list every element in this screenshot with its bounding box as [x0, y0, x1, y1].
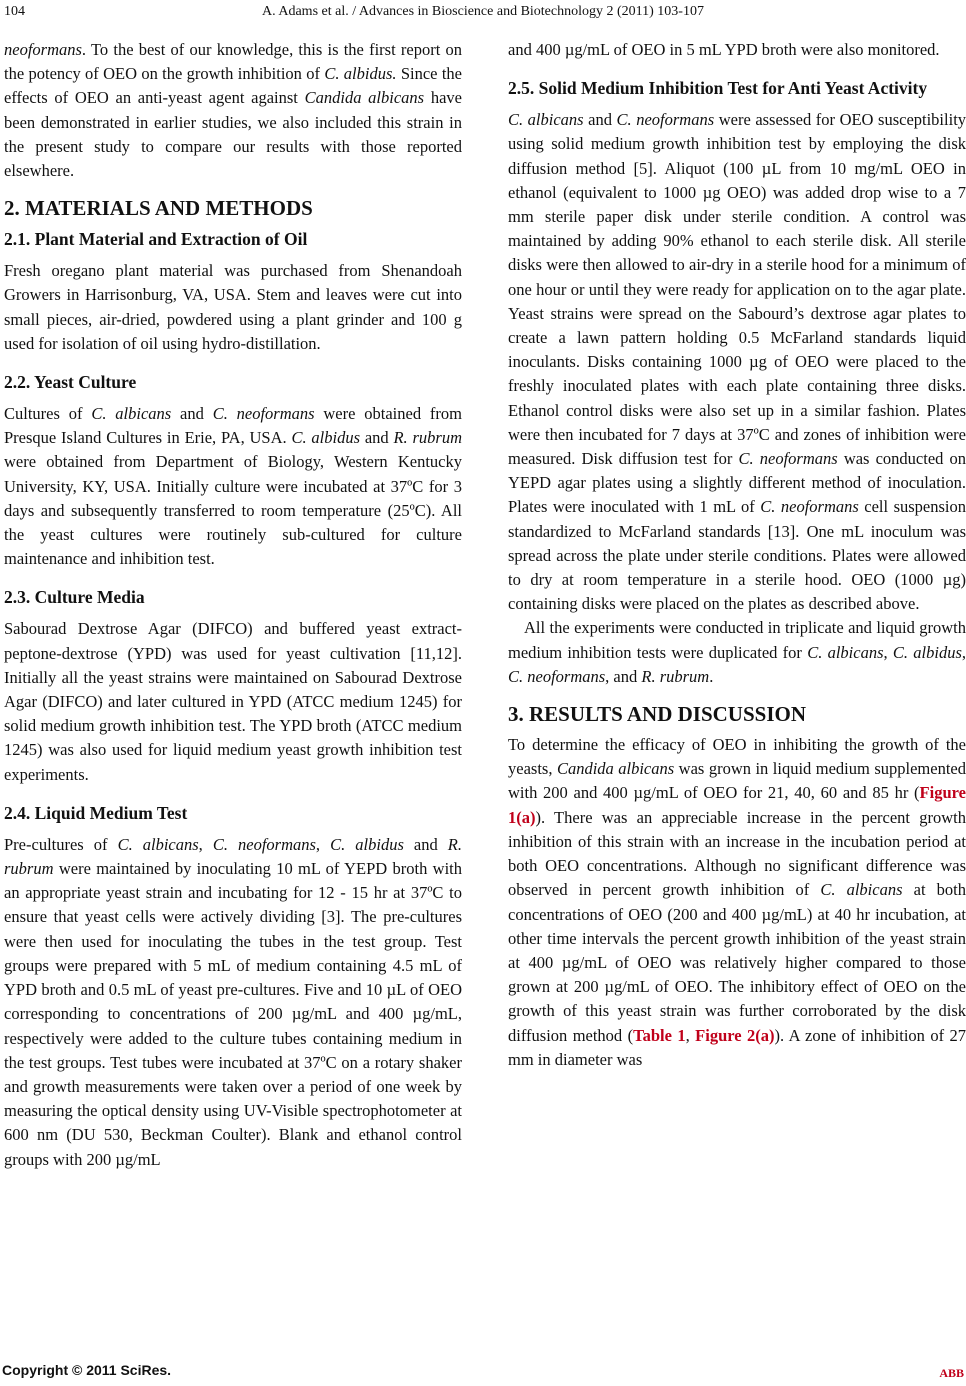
text-run: ,	[315, 834, 331, 854]
cross-reference-link[interactable]: Table 1	[633, 1025, 686, 1045]
italic-term: C. neoformans	[212, 834, 316, 854]
text-run: All the experiments were conducted in triplicate and liquid growth medium inhibition tests were duplicated for	[508, 618, 966, 662]
italic-term: R. rubrum	[393, 428, 462, 448]
italic-term: C. albidus	[291, 428, 360, 448]
text-run: . To the best of our knowledge, this is the first report on the potency of OEO on the growth inhibition of	[4, 40, 462, 84]
text-run: was grown in liquid medium supplemented with 200 and 400 µg/mL of OEO for 21, 40, 60 and 85 hr (	[508, 759, 966, 803]
copyright-notice: Copyright © 2011 SciRes.	[2, 1362, 172, 1378]
text-run: ,	[198, 834, 213, 854]
text-run: ). A zone of inhibition of 27 mm in diameter was	[508, 1025, 966, 1069]
text-run: were maintained by inoculating 10 mL of YEPD broth with an appropriate yeast strain and incubating for 12 - 15 hr at 37ºC to ensure that yeast cells were actively dividing [3]. The pre-cultures were then used for inoculating the tubes in the test group. Test groups were prepared with 5 mL of medium containing 4.5 mL of YPD broth and 0.5 mL of yeast pre-cultures. Five and 10 µL of OEO corresponding to concentrations of 200 µg/mL and 400 µg/mL, respectively were added to the culture tubes containing medium in the test groups. Test tubes were incubated at 37ºC on a rotary shaker and growth measurements were taken over a period of one week by measuring the optical density using UV-Visible spectrophotometer at 600 nm (DU 530, Beckman Coulter). Blank and ethanol control groups with 200 µg/mL	[4, 859, 462, 1169]
italic-term: C. neoformans	[738, 449, 838, 469]
left-column	[4, 38, 462, 1172]
paragraph-2-4	[4, 833, 462, 1172]
subsection-heading-2-5: 2.5. Solid Medium Inhibition Test for Anti Yeast Activity	[508, 78, 928, 99]
italic-term: R. rubrum	[641, 666, 710, 686]
text-run: were assessed for OEO susceptibility using solid medium growth inhibition test by employing the disk diffusion method [5]. Aliquot (100 µL from 10 mg/mL OEO in ethanol (equivalent to 1000 µg OEO) was added drop wise to a 7 mm sterile paper disk under sterile condition. A control was maintained by adding 90% ethanol to each sterile disk. All sterile disks were then allowed to air-dry in a sterile hood for a minimum of one hour or until they were ready for application on to the agar plate. Yeast strains were spread on the Sabourd’s dextrose agar plates to create a lawn pattern holding 0.5 McFarland standards liquid inoculants. Disks containing 1000 µg of OEO were placed to the freshly inoculated plates with each plate containing three disks. Ethanol control disks were also set up in a similar fashion. Plates were then incubated for 7 days at 37ºC and zones of inhibition were measured. Disk diffusion test for	[508, 110, 966, 469]
text-run: at both concentrations of OEO (200 and 400 µg/mL) at 40 hr incubation, at other time intervals the percent growth inhibition of the yeast strain at 400 µg/mL of OEO was relatively higher compared to those grown at 200 µg/mL of OEO. The inhibitory effect of OEO on the growth of this yeast strain was further corroborated by the disk diffusion method (	[508, 880, 966, 1045]
text-run: was conducted on YEPD agar plates using a slightly different method of inoculation. Plates were inoculated with 1 mL of	[508, 449, 966, 517]
text-run: ,	[961, 642, 966, 662]
text-run: and	[583, 110, 617, 130]
section-heading-materials: 2. MATERIALS AND METHODS	[4, 196, 313, 221]
text-run: and	[360, 428, 394, 448]
text-run: To determine the efficacy of OEO in inhibiting the growth of the yeasts,	[508, 735, 966, 779]
text-run: Since the effects of OEO an anti-yeast agent against	[4, 64, 462, 108]
text-run: and 400 µg/mL of OEO in 5 mL YPD broth were also monitored.	[508, 40, 940, 59]
italic-term: C. neoformans	[760, 497, 859, 517]
journal-abbreviation: ABB	[939, 1366, 964, 1380]
text-run: were obtained from Presque Island Cultures in Erie, PA, USA.	[4, 404, 462, 448]
italic-term: Candida albicans	[304, 88, 425, 108]
page-number: 104	[4, 4, 25, 19]
italic-term: neoformans	[4, 40, 82, 59]
italic-term: C. albicans	[807, 642, 884, 662]
right-column	[508, 38, 966, 1072]
text-run: have been demonstrated in earlier studies, we also included this strain in the present study to compare our results with those reported elsewhere.	[4, 88, 462, 181]
text-run: and	[403, 834, 448, 854]
italic-term: C. albicans	[91, 404, 172, 424]
italic-term: R. rubrum	[4, 834, 462, 879]
page-footer	[0, 1360, 966, 1384]
italic-term: C. albicans	[508, 110, 584, 130]
paragraph-2-2	[4, 402, 462, 571]
italic-term: C. albidus	[892, 642, 962, 662]
running-header	[0, 2, 966, 24]
text-run: ,	[685, 1025, 696, 1045]
paragraph-2-3	[4, 617, 462, 786]
paragraph-2-5b	[508, 616, 966, 689]
italic-term: C. neoformans	[508, 666, 606, 686]
cross-reference-link[interactable]: Figure 2(a)	[695, 1025, 775, 1045]
text-run: Pre-cultures of	[4, 834, 118, 854]
subsection-heading-2-4: 2.4. Liquid Medium Test	[4, 802, 188, 823]
text-run: and	[171, 404, 213, 424]
cross-reference-link[interactable]: Figure 1(a)	[508, 783, 966, 827]
paragraph-2-5a	[508, 108, 966, 616]
text-run: .	[709, 666, 714, 686]
italic-term: Candida albicans	[556, 759, 675, 779]
text-run: ). There was an appreciable increase in the percent growth inhibition of this strain with an increase in the incubation period at both OEO concentrations. Although no significant difference was observed in percent growth inhibition of	[508, 807, 966, 900]
italic-term: C. albidus.	[324, 64, 397, 84]
italic-term: C. neoformans	[212, 404, 315, 424]
subsection-heading-2-3: 2.3. Culture Media	[4, 587, 145, 608]
text-run: were obtained from Department of Biology, Western Kentucky University, KY, USA. Initially culture were incubated at 37ºC for 3 days and subsequently transferred to room temperature (25ºC). All the yeast cultures were routinely sub-cultured for culture maintenance and inhibition test.	[4, 452, 462, 569]
paragraph-2-1	[4, 259, 462, 356]
text-run: ,	[883, 642, 893, 662]
italic-term: C. albidus	[330, 834, 404, 854]
text-run: Sabourad Dextrose Agar (DIFCO) and buffered yeast extract-peptone-dextrose (YPD) was used for yeast cultivation [11,12]. Initially all the yeast strains were maintained on Sabourad Dextrose Agar (DIFCO) and later cultured in YPD (ATCC medium 1245) for solid medium growth inhibition test. The YPD broth (ATCC medium 1245) was also used for liquid medium yeast growth inhibition test experiments.	[4, 619, 462, 784]
paragraph-3	[508, 733, 966, 1072]
subsection-heading-2-2: 2.2. Yeast Culture	[4, 372, 137, 393]
paragraph-2-4-continuation	[508, 38, 966, 62]
text-run: Cultures of	[4, 404, 92, 424]
italic-term: C. neoformans	[616, 110, 715, 130]
text-run: Fresh oregano plant material was purchased from Shenandoah Growers in Harrisonburg, VA, USA. Stem and leaves were cut into small pieces, air-dried, powdered using a plant grinder and 100 g used for isolation of oil using hydro-distillation.	[4, 261, 462, 353]
intro-continuation	[4, 38, 462, 183]
running-head: A. Adams et al. / Advances in Bioscience and Biotechnology 2 (2011) 103-107	[262, 4, 704, 19]
text-run: , and	[605, 666, 642, 686]
italic-term: C. albicans	[117, 834, 199, 854]
italic-term: C. albicans	[820, 880, 903, 900]
section-heading-results: 3. RESULTS AND DISCUSSION	[508, 702, 806, 727]
subsection-heading-2-1: 2.1. Plant Material and Extraction of Oil	[4, 229, 308, 250]
text-run: cell suspension standardized to McFarland standards [13]. One mL inoculum was spread across the plate under sterile conditions. Plates were allowed to dry at room temperature in a sterile hood. OEO (1000 µg) containing disks were placed on the plates as described above.	[508, 497, 966, 614]
